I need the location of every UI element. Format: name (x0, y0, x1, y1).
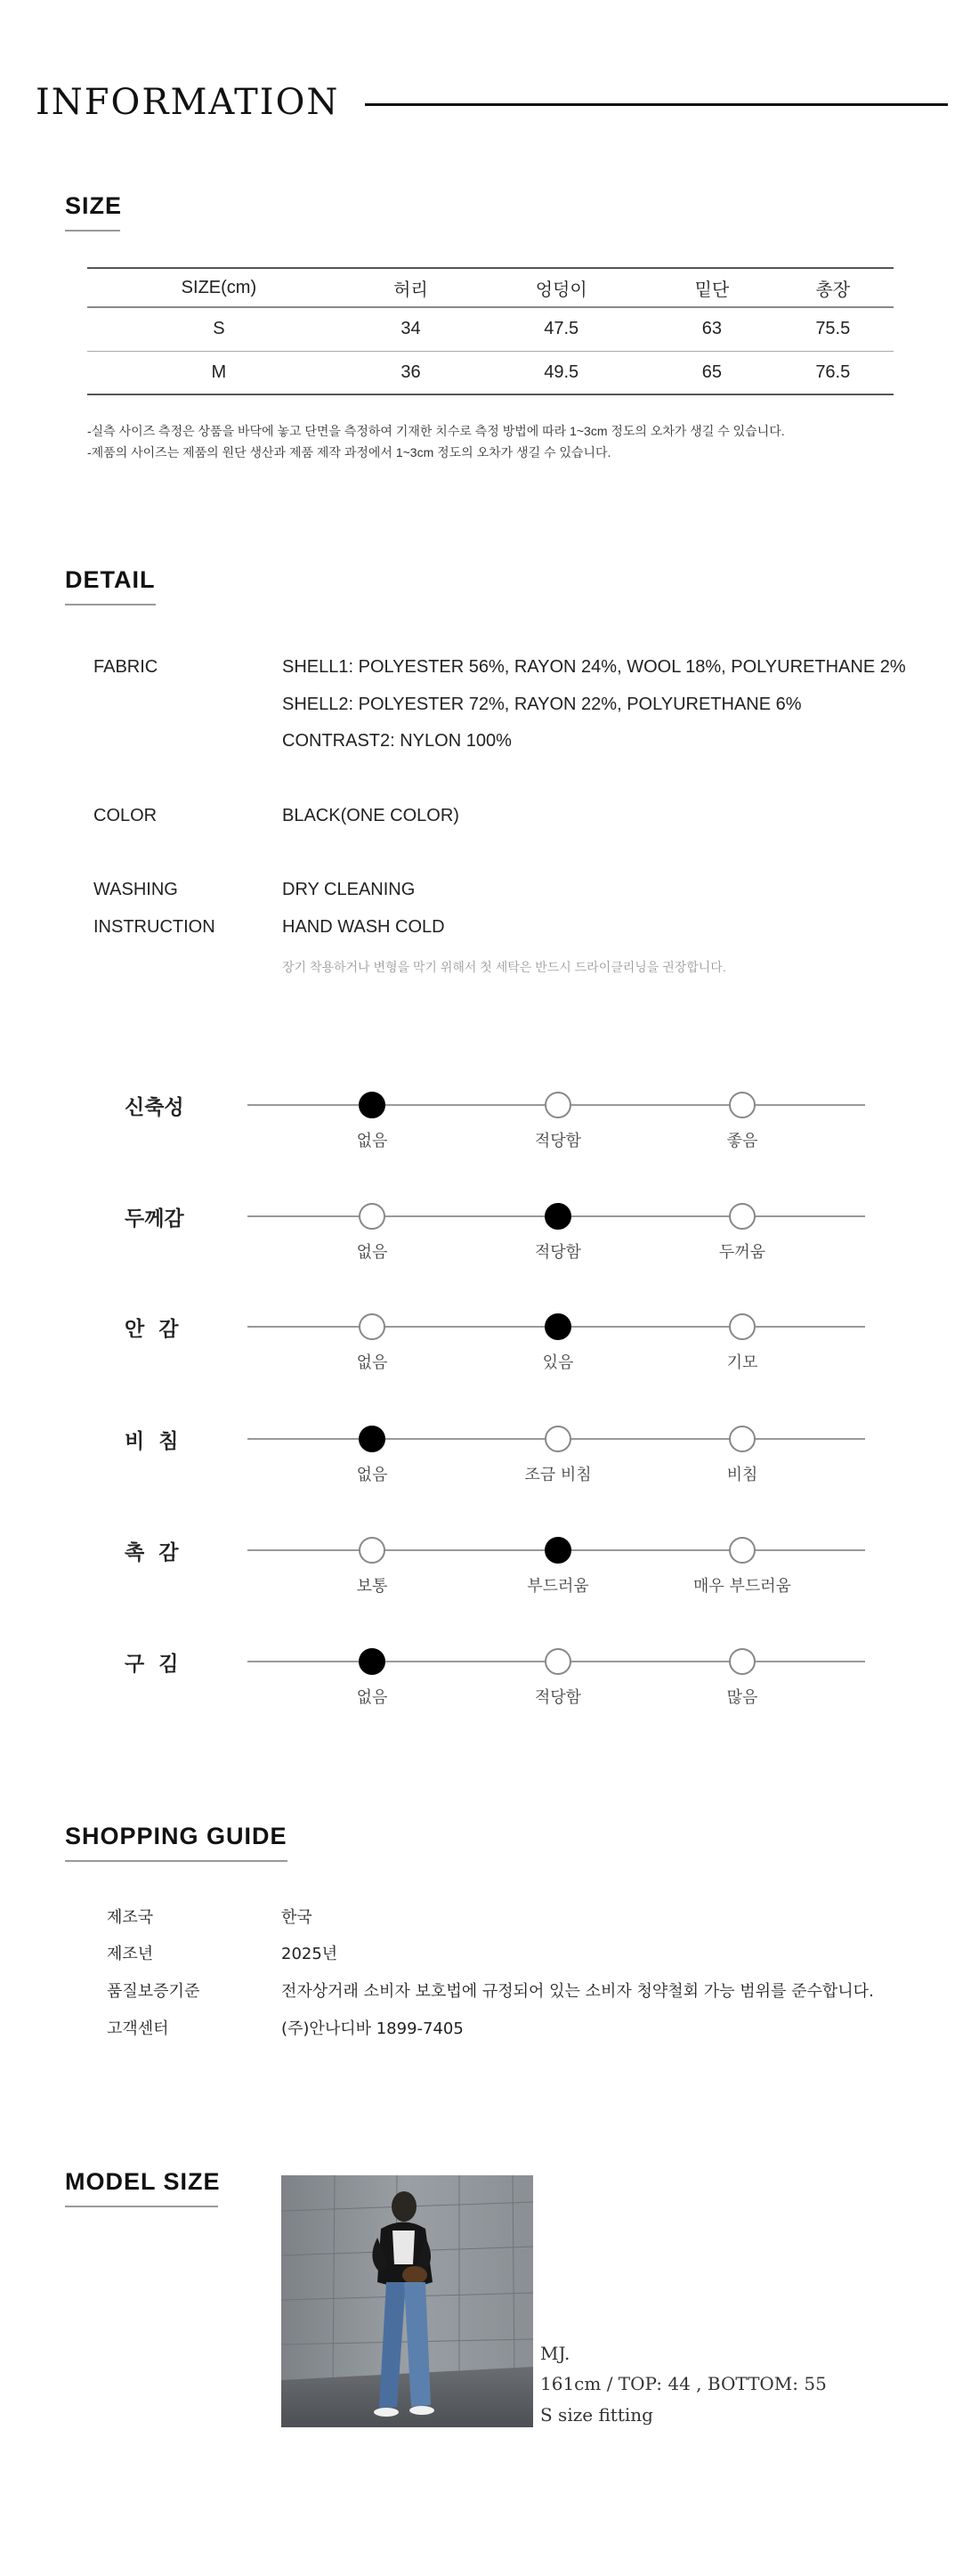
rating-dot (545, 1426, 571, 1452)
table-cell: 76.5 (773, 351, 894, 394)
table-cell: S (87, 307, 351, 351)
size-table (87, 267, 894, 395)
rating-dot (359, 1203, 385, 1230)
rating-option-label: 없음 (356, 1243, 388, 1262)
rating-dot-selected (545, 1313, 571, 1340)
rating-option-label: 없음 (356, 1353, 388, 1372)
rating-option-label: 비침 (726, 1466, 758, 1484)
washing-line: DRY CLEANING (282, 880, 416, 899)
column-header: 총장 (773, 268, 894, 307)
fabric-line: CONTRAST2: NYLON 100% (282, 731, 512, 751)
rating-option-label: 조금 비침 (524, 1466, 592, 1484)
rating-row (0, 1312, 979, 1384)
table-cell: 75.5 (773, 307, 894, 351)
guide-value: 한국 (281, 1908, 312, 1927)
size-table-header (87, 268, 894, 307)
rating-option-label: 있음 (542, 1353, 574, 1372)
washing-label: INSTRUCTION (93, 917, 215, 937)
rating-row (0, 1536, 979, 1607)
rating-dot (729, 1313, 756, 1340)
rating-label: 비 침 (125, 1430, 179, 1453)
column-header: 허리 (351, 268, 471, 307)
rating-label: 구 김 (125, 1653, 179, 1676)
rating-dot (729, 1537, 756, 1564)
guide-value: 2025년 (281, 1945, 338, 1963)
model-name: MJ. (540, 2343, 570, 2364)
column-header: 엉덩이 (471, 268, 651, 307)
rating-row (0, 1091, 979, 1162)
detail-section-title: DETAIL (65, 566, 156, 593)
rating-dot (359, 1537, 385, 1564)
rating-label: 두께감 (125, 1207, 184, 1231)
rating-option-label: 좋음 (726, 1132, 758, 1150)
model-photo (281, 2175, 533, 2427)
rating-dot (359, 1313, 385, 1340)
size-section-underline (65, 230, 120, 232)
column-header: SIZE(cm) (87, 268, 351, 307)
column-header: 밑단 (651, 268, 772, 307)
rating-option-label: 적당함 (534, 1688, 582, 1707)
size-note: -제품의 사이즈는 제품의 원단 생산과 제품 제작 과정에서 1~3cm 정도의 오차가 생길 수 있습니다. (87, 445, 611, 459)
rating-row (0, 1202, 979, 1273)
rating-option-label: 적당함 (534, 1132, 582, 1150)
rating-option-label: 없음 (356, 1688, 388, 1707)
guide-label: 제조년 (107, 1945, 154, 1963)
table-cell: 63 (651, 307, 772, 351)
guide-label: 제조국 (107, 1908, 154, 1927)
model-section-underline (65, 2206, 218, 2207)
rating-option-label: 보통 (356, 1577, 388, 1596)
rating-label: 신축성 (125, 1096, 184, 1119)
rating-option-label: 매우 부드러움 (692, 1577, 792, 1596)
rating-option-label: 없음 (356, 1466, 388, 1484)
washing-label: WASHING (93, 880, 178, 899)
rating-option-label: 두꺼움 (718, 1243, 766, 1262)
rating-dot (545, 1648, 571, 1675)
rating-label: 촉 감 (125, 1541, 179, 1564)
detail-section-underline (65, 604, 156, 605)
size-note: -실측 사이즈 측정은 상품을 바닥에 놓고 단면을 측정하여 기재한 치수로 측정 방법에 따라 1~3cm 정도의 오차가 생길 수 있습니다. (87, 424, 785, 438)
washing-line: HAND WASH COLD (282, 917, 445, 937)
washing-hint: 장기 착용하거나 변형을 막기 위해서 첫 세탁은 반드시 드라이클리닝을 권장합니다. (282, 960, 726, 974)
rating-dot (729, 1648, 756, 1675)
rating-dot-selected (545, 1203, 571, 1230)
guide-section-title: SHOPPING GUIDE (65, 1823, 287, 1849)
guide-section-underline (65, 1860, 287, 1862)
table-cell: M (87, 351, 351, 394)
model-measurements: 161cm / TOP: 44 , BOTTOM: 55 (540, 2373, 827, 2394)
rating-option-label: 많음 (726, 1688, 758, 1707)
table-cell: 49.5 (471, 351, 651, 394)
rating-dot-selected (359, 1426, 385, 1452)
color-value: BLACK(ONE COLOR) (282, 806, 459, 825)
table-cell: 65 (651, 351, 772, 394)
table-cell: 34 (351, 307, 471, 351)
rating-dot-selected (359, 1648, 385, 1675)
rating-dot (729, 1092, 756, 1118)
table-row (87, 307, 894, 351)
guide-value: 전자상거래 소비자 보호법에 규정되어 있는 소비자 청약철회 가능 범위를 준수합니다. (281, 1982, 874, 2001)
size-section-title: SIZE (65, 192, 123, 219)
rating-row (0, 1425, 979, 1496)
table-cell: 36 (351, 351, 471, 394)
fabric-label: FABRIC (93, 657, 158, 677)
guide-value: (주)안나디바 1899-7405 (281, 2019, 464, 2038)
guide-label: 고객센터 (107, 2019, 169, 2038)
fabric-line: SHELL2: POLYESTER 72%, RAYON 22%, POLYURETHANE 6% (282, 695, 802, 714)
rating-option-label: 부드러움 (527, 1577, 589, 1596)
rating-option-label: 없음 (356, 1132, 388, 1150)
rating-dot (545, 1092, 571, 1118)
rating-label: 안 감 (125, 1318, 179, 1341)
rating-dot (729, 1426, 756, 1452)
model-fitting: S size fitting (540, 2404, 653, 2426)
rating-dot (729, 1203, 756, 1230)
rating-dot-selected (545, 1537, 571, 1564)
table-cell: 47.5 (471, 307, 651, 351)
guide-label: 품질보증기준 (107, 1982, 200, 2001)
rating-option-label: 적당함 (534, 1243, 582, 1262)
rating-dot-selected (359, 1092, 385, 1118)
fabric-line: SHELL1: POLYESTER 56%, RAYON 24%, WOOL 18%, POLYURETHANE 2% (282, 657, 906, 677)
model-section-title: MODEL SIZE (65, 2168, 221, 2195)
table-row (87, 351, 894, 394)
title-rule (365, 103, 948, 106)
color-label: COLOR (93, 806, 158, 825)
rating-option-label: 기모 (726, 1353, 758, 1372)
page-title: INFORMATION (36, 82, 340, 123)
rating-row (0, 1647, 979, 1719)
